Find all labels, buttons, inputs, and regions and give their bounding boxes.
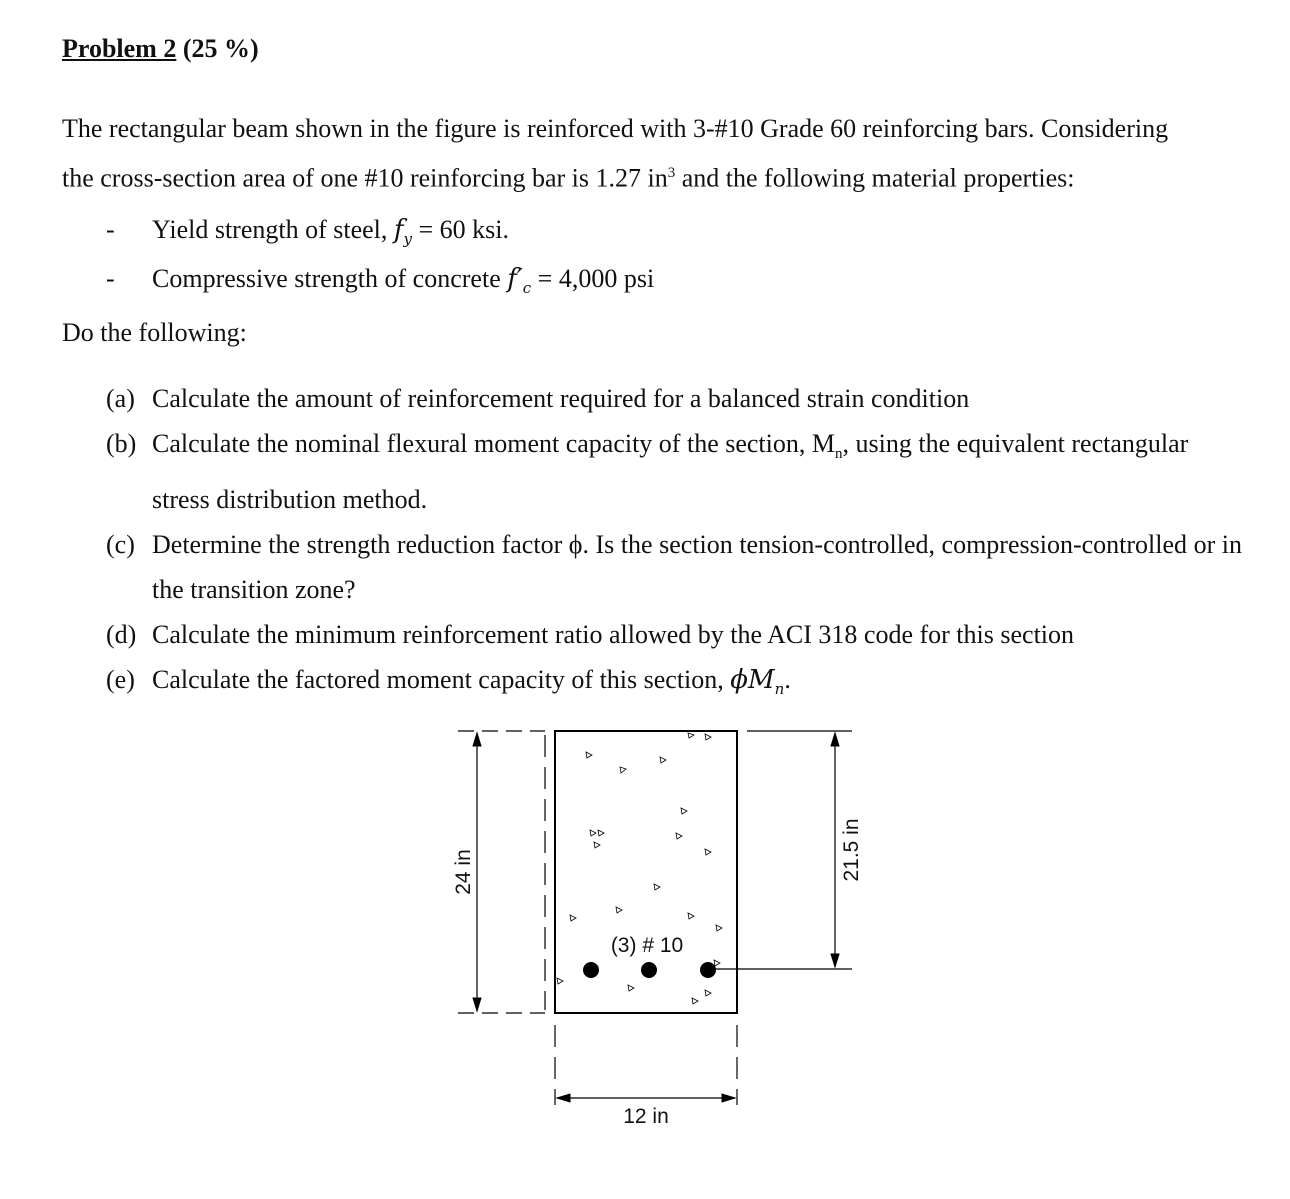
arrowhead-icon bbox=[473, 998, 481, 1011]
task-label: (a) bbox=[106, 384, 135, 413]
property-value: = 60 ksi. bbox=[412, 215, 510, 244]
rebar-dot bbox=[641, 962, 657, 978]
intro-line-1: The rectangular beam shown in the figure is reinforced with 3-#10 Grade 60 reinforcing bars. Considering bbox=[62, 114, 1169, 143]
symbol-fc: f′ bbox=[507, 264, 523, 294]
arrowhead-icon bbox=[557, 1094, 570, 1102]
task-label: (b) bbox=[106, 429, 137, 458]
width-label: 12 in bbox=[623, 1105, 669, 1128]
effective-depth-label: 21.5 in bbox=[840, 818, 863, 882]
task-text: Calculate the minimum reinforcement ratio allowed by the ACI 318 code for this section bbox=[152, 620, 1075, 650]
rebar-label: (3) # 10 bbox=[610, 934, 684, 957]
task-text-2: , using the equivalent rectangular stress distribution method. bbox=[152, 429, 1189, 515]
rebar-dot bbox=[583, 962, 599, 978]
symbol-sub: c bbox=[522, 279, 532, 298]
task-sub: n bbox=[774, 680, 785, 699]
task-text: Calculate the nominal flexural moment capacity of the section, M bbox=[152, 429, 835, 458]
task-label: (c) bbox=[106, 530, 135, 560]
symbol-sub: y bbox=[403, 230, 413, 249]
rebar-dot bbox=[700, 962, 716, 978]
property-label: Compressive strength of concrete bbox=[152, 264, 508, 293]
unit-exponent: 3 bbox=[667, 165, 676, 181]
task-end: . bbox=[784, 665, 791, 695]
arrowhead-icon bbox=[831, 954, 839, 967]
bullet-dash: - bbox=[106, 264, 115, 293]
height-label: 24 in bbox=[452, 849, 475, 895]
task-label: (d) bbox=[106, 620, 137, 650]
task-text: Calculate the factored moment capacity of this section, bbox=[152, 665, 731, 695]
problem-weight: (25 %) bbox=[182, 34, 259, 63]
arrowhead-icon bbox=[831, 733, 839, 746]
task-label: (e) bbox=[106, 665, 135, 695]
arrowhead-icon bbox=[473, 733, 481, 746]
arrowhead-icon bbox=[722, 1094, 735, 1102]
bullet-dash: - bbox=[106, 215, 115, 244]
task-text: Determine the strength reduction factor ϕ. Is the section tension-controlled, compression-controlled or in the transition zone? bbox=[152, 530, 1242, 605]
property-value: = 4,000 psi bbox=[531, 264, 655, 293]
instructions-heading: Do the following: bbox=[62, 318, 247, 347]
intro-line-2-end: and the following material properties: bbox=[675, 163, 1075, 193]
task-sub: n bbox=[835, 446, 843, 463]
problem-label: Problem 2 bbox=[62, 34, 177, 63]
symbol-phi-mn: ϕM bbox=[730, 665, 775, 696]
property-label: Yield strength of steel, bbox=[152, 215, 394, 244]
task-text: Calculate the amount of reinforcement required for a balanced strain condition bbox=[152, 384, 970, 413]
symbol-f: f bbox=[393, 215, 404, 245]
aggregate-pattern bbox=[557, 733, 722, 1004]
intro-line-2-text: the cross-section area of one #10 reinforcing bar is 1.27 in bbox=[62, 163, 668, 193]
